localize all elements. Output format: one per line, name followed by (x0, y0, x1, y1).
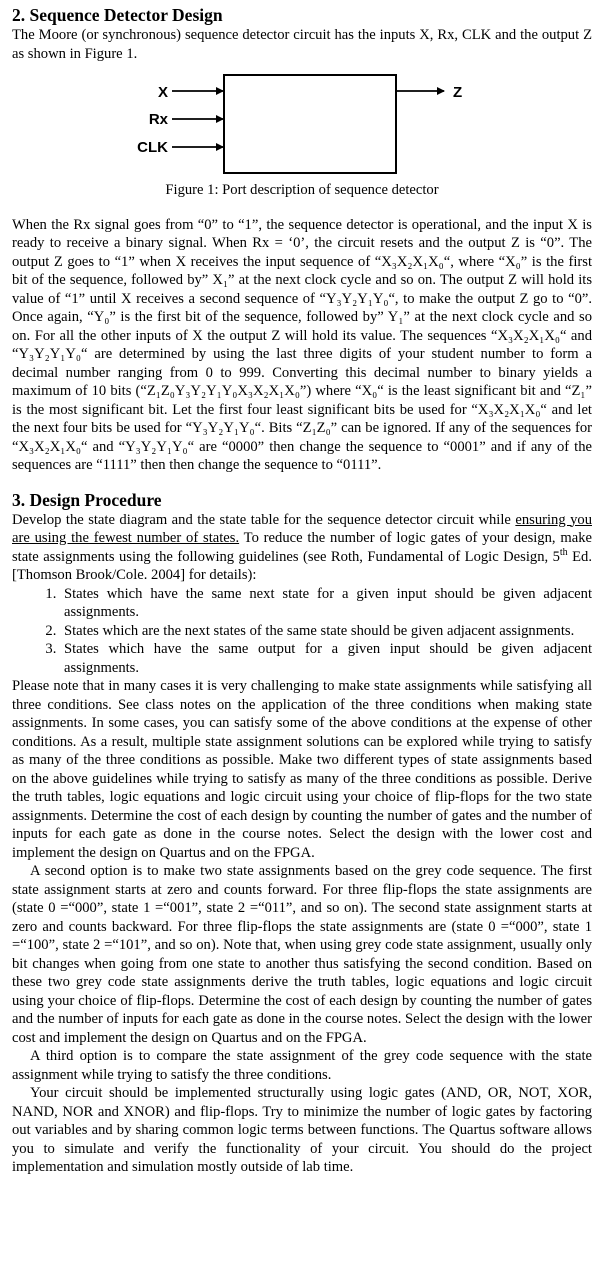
section-3-paragraph-3: A second option is to make two state assignments based on the grey code sequence. The first state assignment starts at zero and counts forward. For three flip-flops the state assignments are (state 0 =“000”, state 1 =“001”, state 2 =“011”, and so on). The second state assignment starts at zero and counts backward. For three flip-flops the state assignments are (state 0 =“000”, state 1 =“100”, state 2 =“101”, and so on). Note that, when using grey code state assignment, usually only bit changes when going from one state to another thus satisfying the second condition. Based on these two grey code state assignments derive the truth tables, logic equations and logic circuit using your choice of flip-flops. Determine the cost of each design by counting the number of gates and the number of inputs for each gate as done in the course notes. Select the design with the lower cost and implement the design on Quartus and on the FPGA. (12, 863, 592, 1046)
section-2-heading: 2. Sequence Detector Design (12, 5, 223, 25)
output-z-label: Z (453, 84, 463, 101)
edition-superscript: th (559, 546, 568, 558)
input-clk-label: CLK (137, 139, 168, 156)
guideline-item: 1. States which have the same next state for a given input should be given adjacent assignments. (60, 585, 592, 622)
section-3-paragraph-5: Your circuit should be implemented structurally using logic gates (AND, OR, NOT, XOR, NAND, NOR and XNOR) and flip-flops. Try to minimize the number of logic gates by factoring out variables and by sharing common logic terms between functions. The Quartus software allows you to simulate and verify the functionality of your circuit. You should do the project implementation and simulation mostly outside of lab time. (12, 1085, 592, 1175)
section-3-paragraph-2: Please note that in many cases it is very challenging to make state assignments while satisfying all three conditions. See class notes on the application of the three conditions when making state assignments. In some cases, you can satisfy some of the above conditions at the expense of other conditions. As a result, multiple state assignment solutions can be explored while trying to satisfy as many of the three conditions as possible. Make two different types of state assignments based on the above guidelines while trying to satisfy as many of the three conditions as possible. Derive the truth tables, logic equations and logic circuit using your choice of flip-flops for the two state assignments. Determine the cost of each design by counting the number of gates and the number of inputs for each gate as done in the course notes. Select the design with the lower cost and implement the design on Quartus and on the FPGA. (12, 678, 592, 861)
figure-1-caption: Figure 1: Port description of sequence detector (165, 182, 439, 198)
guideline-item: 3. States which have the same output for a given input should be given adjacent assignments. (60, 640, 592, 677)
section-3-paragraph-1 (12, 511, 592, 585)
p1-text-after-b: Ed. [Thomson Brook/Cole. 2004] for details): (12, 548, 592, 583)
p1-text-after-a: To reduce the number of logic gates of your design, make state assignments using the following guidelines (see Roth, Fundamental of Logic Design, 5 (12, 530, 592, 565)
section-2-paragraph: When the Rx signal goes from “0” to “1”, the sequence detector is operational, and the input X is ready to receive a binary signal. When Rx = ‘0’, the circuit resets and the output Z is “0”. The output Z goes to “1” when X receives the input sequence of “X₃X₂X₁X₀“, where “X₀” is the first bit of the sequence, followed by” X₁” at the next clock cycle and so on. The output Z will hold its value of “1” until X receives a second sequence of “Y₃Y₂Y₁Y₀“, to make the output Z go to “0”. Once again, “Y₀” is the first bit of the sequence, followed by” Y₁” at the next clock cycle and so on. For all the other inputs of X the output Z will hold its value. The sequences “X₃X₂X₁X₀“ and “Y₃Y₂Y₁Y₀“ are determined by using the last three digits of your student number to form a decimal number ranging from 0 to 999. Converting this decimal number to binary yields a maximum of 10 bits (“Z₁Z₀Y₃Y₂Y₁Y₀X₃X₂X₁X₀”) where “X₀“ is the least significant bit and “Z₁” is the most significant bit. Let the first four least significant bits be used for “X₃X₂X₁X₀“ and let the next four bits be used for “Y₃Y₂Y₁Y₀“. Bits “Z₁Z₀” can be ignored. If any of the sequences for “X₃X₂X₁X₀“ and “Y₃Y₂Y₁Y₀“ are “0000” then change the sequence to “0001” and if any of the sequences are “1111” then then change the sequence to “0111”. (12, 216, 592, 473)
input-rx-label: Rx (148, 111, 168, 128)
guideline-item: 2. States which are the next states of the same state should be given adjacent assignments. (60, 622, 592, 641)
detector-block (224, 75, 396, 173)
figure-1-port-diagram (12, 69, 592, 179)
port-diagram-svg (12, 69, 592, 179)
section-3-paragraph-4: A third option is to compare the state assignment of the grey code sequence with the state assignment while trying to satisfy the three conditions. (12, 1048, 592, 1083)
state-assignment-guidelines (12, 585, 592, 678)
input-x-label: X (157, 84, 168, 101)
section-3-heading: 3. Design Procedure (12, 489, 162, 510)
fewest-states-emphasis: ensuring you are using the fewest number of states. (12, 511, 592, 546)
p1-text-before: Develop the state diagram and the state table for the sequence detector circuit while (12, 511, 516, 528)
section-2-intro: The Moore (or synchronous) sequence detector circuit has the inputs X, Rx, CLK and the output Z as shown in Figure 1. (12, 27, 592, 62)
